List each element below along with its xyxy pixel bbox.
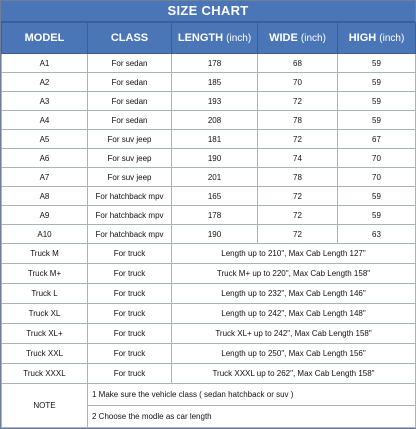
cell-wide: 72 [258, 225, 338, 244]
table-row [2, 187, 416, 206]
cell-model: A3 [2, 92, 88, 111]
cell-spec: Truck M+ up to 220", Max Cab Length 158" [172, 264, 416, 284]
cell-class: For truck [88, 284, 172, 304]
cell-model: A10 [2, 225, 88, 244]
cell-spec: Length up to 232", Max Cab Length 146" [172, 284, 416, 304]
cell-high: 59 [338, 54, 416, 73]
cell-length: 201 [172, 168, 258, 187]
cell-high: 59 [338, 92, 416, 111]
cell-wide: 72 [258, 187, 338, 206]
cell-class: For sedan [88, 73, 172, 92]
note-section [2, 384, 416, 428]
chart-title: SIZE CHART [1, 1, 415, 22]
cell-model: A5 [2, 130, 88, 149]
cell-class: For truck [88, 364, 172, 384]
header-class: CLASS [88, 23, 172, 54]
size-table [1, 22, 416, 428]
table-row [2, 364, 416, 384]
cell-wide: 72 [258, 130, 338, 149]
header-wide: WIDE (inch) [258, 23, 338, 54]
cell-class: For truck [88, 244, 172, 264]
table-row [2, 344, 416, 364]
cell-model: Truck M+ [2, 264, 88, 284]
note-line-2: 2 Choose the modle as car length [88, 406, 416, 428]
cell-class: For truck [88, 264, 172, 284]
cell-high: 59 [338, 73, 416, 92]
cell-length: 178 [172, 54, 258, 73]
cell-class: For suv jeep [88, 168, 172, 187]
cell-high: 59 [338, 206, 416, 225]
cell-model: A2 [2, 73, 88, 92]
cell-class: For sedan [88, 92, 172, 111]
cell-class: For sedan [88, 54, 172, 73]
cell-model: Truck XL+ [2, 324, 88, 344]
table-row [2, 244, 416, 264]
header-length: LENGTH (inch) [172, 23, 258, 54]
cell-class: For suv jeep [88, 130, 172, 149]
table-row [2, 225, 416, 244]
cell-length: 190 [172, 149, 258, 168]
cell-model: A8 [2, 187, 88, 206]
cell-wide: 68 [258, 54, 338, 73]
car-rows [2, 54, 416, 244]
cell-model: A1 [2, 54, 88, 73]
cell-high: 63 [338, 225, 416, 244]
table-row [2, 92, 416, 111]
cell-model: Truck XL [2, 304, 88, 324]
table-row [2, 149, 416, 168]
cell-length: 193 [172, 92, 258, 111]
table-row [2, 284, 416, 304]
cell-length: 165 [172, 187, 258, 206]
cell-spec: Length up to 242", Max Cab Length 148" [172, 304, 416, 324]
table-row [2, 304, 416, 324]
cell-length: 185 [172, 73, 258, 92]
cell-spec: Truck XXXL up to 262", Max Cab Length 158" [172, 364, 416, 384]
cell-class: For sedan [88, 111, 172, 130]
table-row [2, 73, 416, 92]
cell-high: 70 [338, 149, 416, 168]
header-high: HIGH (inch) [338, 23, 416, 54]
cell-class: For hatchback mpv [88, 187, 172, 206]
cell-wide: 78 [258, 168, 338, 187]
header-model: MODEL [2, 23, 88, 54]
table-row [2, 168, 416, 187]
note-row-1 [2, 384, 416, 406]
cell-length: 208 [172, 111, 258, 130]
cell-high: 59 [338, 111, 416, 130]
cell-spec: Truck XL+ up to 242", Max Cab Length 158" [172, 324, 416, 344]
cell-length: 190 [172, 225, 258, 244]
cell-class: For hatchback mpv [88, 206, 172, 225]
cell-model: A6 [2, 149, 88, 168]
note-label: NOTE [2, 384, 88, 428]
table-row [2, 264, 416, 284]
cell-model: Truck XXXL [2, 364, 88, 384]
cell-wide: 70 [258, 73, 338, 92]
cell-model: Truck M [2, 244, 88, 264]
cell-high: 70 [338, 168, 416, 187]
table-row [2, 130, 416, 149]
cell-spec: Length up to 210", Max Cab Length 127" [172, 244, 416, 264]
note-line-1: 1 Make sure the vehicle class ( sedan hatchback or suv ) [88, 384, 416, 406]
cell-wide: 78 [258, 111, 338, 130]
cell-model: Truck XXL [2, 344, 88, 364]
table-row [2, 54, 416, 73]
table-row [2, 206, 416, 225]
cell-high: 67 [338, 130, 416, 149]
cell-class: For suv jeep [88, 149, 172, 168]
cell-model: A9 [2, 206, 88, 225]
cell-wide: 72 [258, 92, 338, 111]
cell-wide: 74 [258, 149, 338, 168]
cell-class: For truck [88, 344, 172, 364]
header-row [2, 23, 416, 54]
cell-class: For hatchback mpv [88, 225, 172, 244]
cell-wide: 72 [258, 206, 338, 225]
cell-class: For truck [88, 304, 172, 324]
cell-model: Truck L [2, 284, 88, 304]
cell-model: A7 [2, 168, 88, 187]
cell-high: 59 [338, 187, 416, 206]
cell-model: A4 [2, 111, 88, 130]
cell-class: For truck [88, 324, 172, 344]
cell-spec: Length up to 250", Max Cab Length 156" [172, 344, 416, 364]
truck-rows [2, 244, 416, 384]
cell-length: 181 [172, 130, 258, 149]
table-row [2, 111, 416, 130]
table-row [2, 324, 416, 344]
cell-length: 178 [172, 206, 258, 225]
